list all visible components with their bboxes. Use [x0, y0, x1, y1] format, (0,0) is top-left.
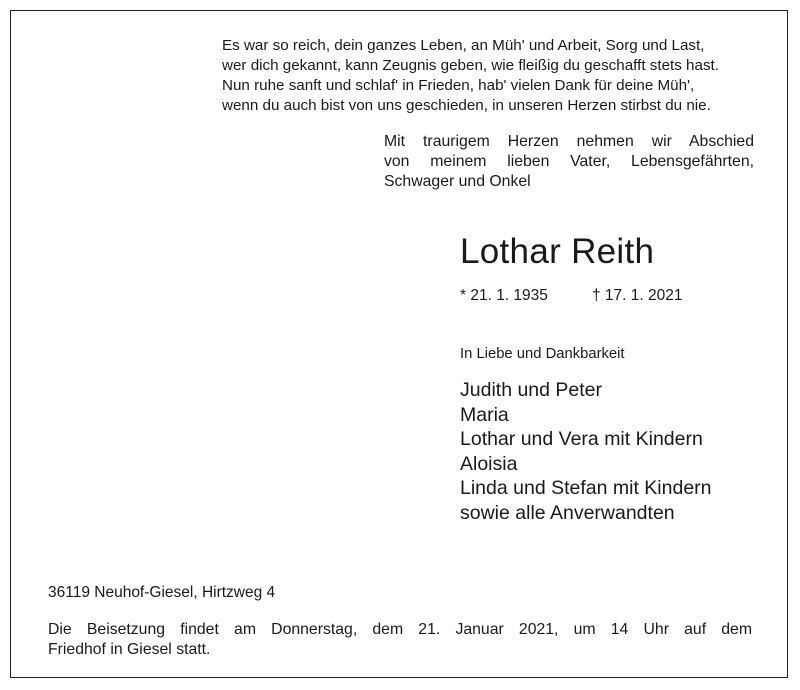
mourners-list — [460, 378, 712, 525]
funeral-info — [48, 620, 752, 660]
farewell-intro — [384, 132, 754, 192]
mourner: Judith und Peter — [460, 379, 603, 401]
mourner: Aloisia — [460, 452, 518, 475]
portrait-photo — [52, 120, 362, 560]
verse-line: Nun ruhe sanft und schlaf' in Frieden, hab' vielen Dank für deine Müh', — [222, 77, 695, 94]
family-address: 36119 Neuhof-Giesel, Hirtzweg 4 — [48, 584, 276, 601]
mourner: Linda und Stefan mit Kindern — [460, 477, 712, 499]
verse-line: wer dich gekannt, kann Zeugnis geben, wie fleißig du geschafft stets hast. — [222, 57, 719, 74]
verse-line: Es war so reich, dein ganzes Leben, an Müh' und Arbeit, Sorg und Last, — [222, 37, 705, 54]
life-dates — [460, 287, 683, 305]
death-date: † 17. 1. 2021 — [592, 287, 683, 304]
intro-line: Mit traurigem Herzen nehmen wir Abschied — [384, 133, 754, 150]
birth-date: * 21. 1. 1935 — [460, 287, 548, 304]
funeral-line: Friedhof in Giesel statt. — [48, 641, 211, 658]
verse-line: wenn du auch bist von uns geschieden, in unseren Herzen stirbst du nie. — [222, 97, 711, 114]
funeral-line: Die Beisetzung findet am Donnerstag, dem 21. Januar 2021, um 14 Uhr auf dem — [48, 621, 752, 638]
intro-line: von meinem lieben Vater, Lebensgefährten, — [384, 153, 754, 170]
mourner: sowie alle Anverwandten — [460, 501, 675, 524]
deceased-name: Lothar Reith — [460, 232, 655, 271]
intro-line: Schwager und Onkel — [384, 173, 531, 190]
memorial-verse — [222, 36, 762, 116]
mourner: Lothar und Vera mit Kindern — [460, 428, 703, 450]
love-line: In Liebe und Dankbarkeit — [460, 346, 625, 362]
mourner: Maria — [460, 403, 509, 426]
